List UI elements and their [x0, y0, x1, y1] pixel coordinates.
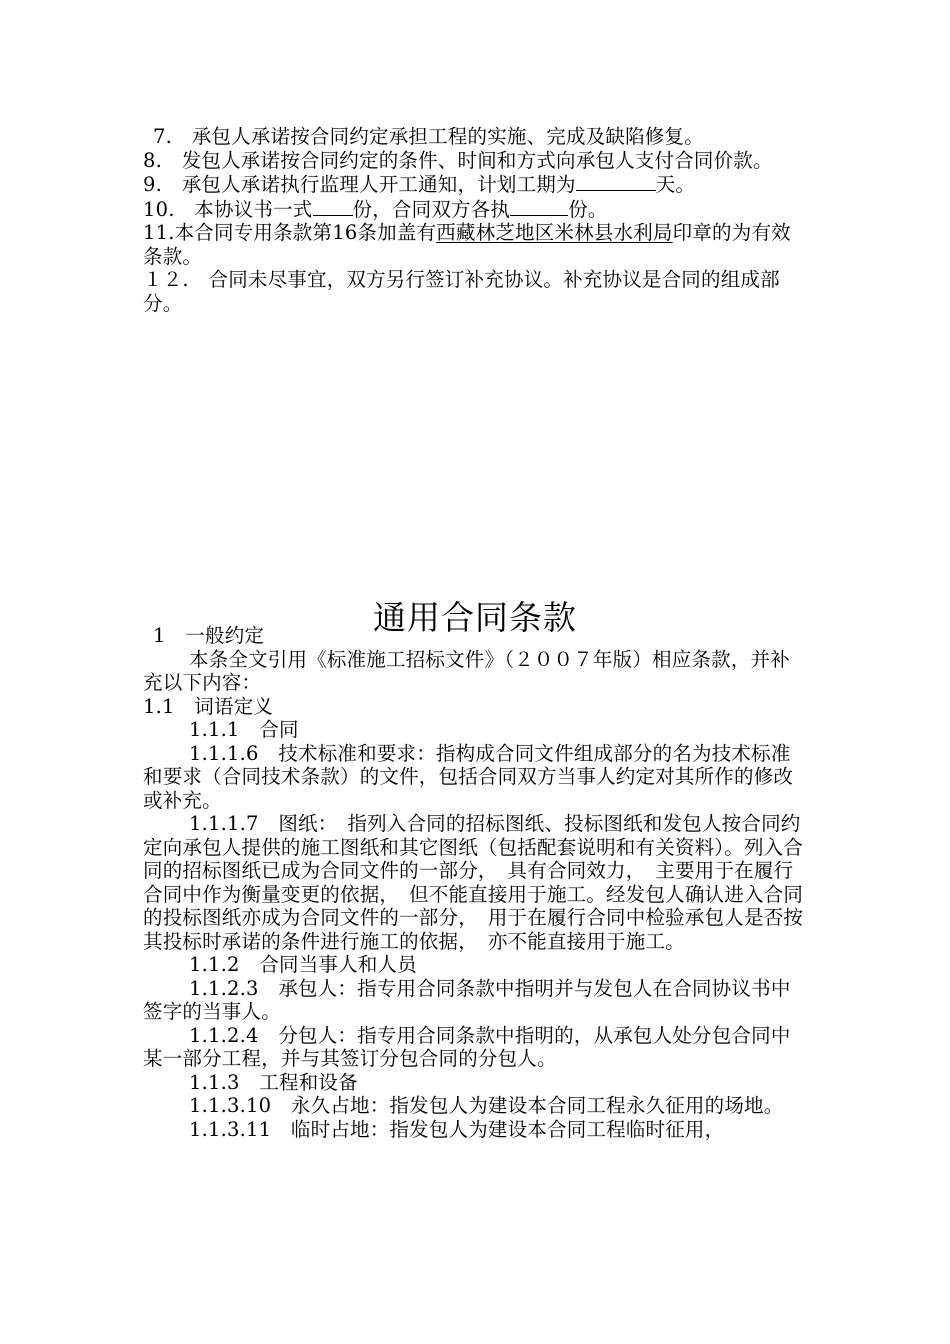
- section-1-heading: 1 一般约定: [153, 624, 265, 647]
- section-1-1-3-heading: 1.1.3 工程和设备: [189, 1070, 358, 1094]
- page-title: 通用合同条款: [373, 598, 577, 638]
- clause-1-1-3-11: 1.1.3.11 临时占地：指发包人为建设本合同工程临时征用，: [189, 1117, 725, 1141]
- agreement-item-9: [143, 172, 808, 197]
- clause-1-1-2-3: 1.1.2.3 承包人：指专用合同条款中指明并与发包人在合同协议书中签字的当事人。: [143, 976, 791, 1023]
- item-10-text: 10. 本协议书一式: [143, 197, 313, 221]
- agreement-item-12: １２. 合同未尽事宜，双方另行签订补充协议。补充协议是合同的组成部分。: [143, 268, 780, 315]
- section-1-intro: 本条全文引用《标准施工招标文件》（２００７年版）相应条款，并补充以下内容：: [143, 647, 790, 694]
- agreement-items: [143, 125, 808, 315]
- item-11-suffix: 印章的为有效条款。: [143, 221, 791, 268]
- copies-total-blank: [313, 197, 353, 216]
- section-1-1-2-heading: 1.1.2 合同当事人和人员: [189, 953, 417, 976]
- item-9-text: 9. 承包人承诺执行监理人开工通知，计划工期为: [143, 173, 576, 196]
- item-10-suffix: 份。: [568, 197, 608, 221]
- item-10-middle: 份，合同双方各执: [352, 197, 511, 221]
- clause-1-1-1-7: 1.1.1.7 图纸： 指列入合同的招标图纸、投标图纸和发包人按合同约定向承包人提供的施工图纸和其它图纸（包括配套说明和有关资料）。列入合同的招标图纸已成为合同文件的一部分， 具有合同效力， 主要用于在履行合同中作为衡量变更的依据， 但不能直接用于施工。经发包人确认进入合同的投标图纸亦成为合同文件的一部分， 用于在履行合同中检验承包人是否按其投标时承诺的条件进行施工的依据， 亦不能直接用于施工。: [143, 812, 804, 953]
- section-1-1-heading: 1.1 词语定义: [143, 694, 274, 718]
- clause-1-1-1-6: 1.1.1.6 技术标准和要求：指构成合同文件组成部分的名为技术标准和要求（合同技术条款）的文件，包括合同双方当事人约定对其所作的修改或补充。: [143, 741, 794, 812]
- seal-authority: 西藏林芝地区米林县水利局: [436, 221, 673, 244]
- agreement-item-8: 8. 发包人承诺按合同约定的条件、时间和方式向承包人支付合同价款。: [143, 148, 773, 172]
- clause-1-1-2-4: 1.1.2.4 分包人：指专用合同条款中指明的，从承包人处分包合同中某一部分工程，并与其签订分包合同的分包人。: [143, 1023, 791, 1070]
- general-terms-body: [143, 624, 808, 1141]
- section-1-1-1-heading: 1.1.1 合同: [189, 718, 299, 741]
- schedule-days-blank: [576, 172, 656, 191]
- item-11-text: 11.本合同专用条款第16条加盖有: [143, 221, 437, 244]
- agreement-item-7: 7. 承包人承诺按合同约定承担工程的实施、完成及缺陷修复。: [153, 125, 704, 148]
- item-9-suffix: 天。: [655, 173, 696, 196]
- clause-1-1-3-10: 1.1.3.10 永久占地：指发包人为建设本合同工程永久征用的场地。: [189, 1094, 784, 1117]
- agreement-item-10: [143, 197, 808, 222]
- copies-each-blank: [510, 197, 568, 216]
- agreement-item-11: [143, 221, 808, 268]
